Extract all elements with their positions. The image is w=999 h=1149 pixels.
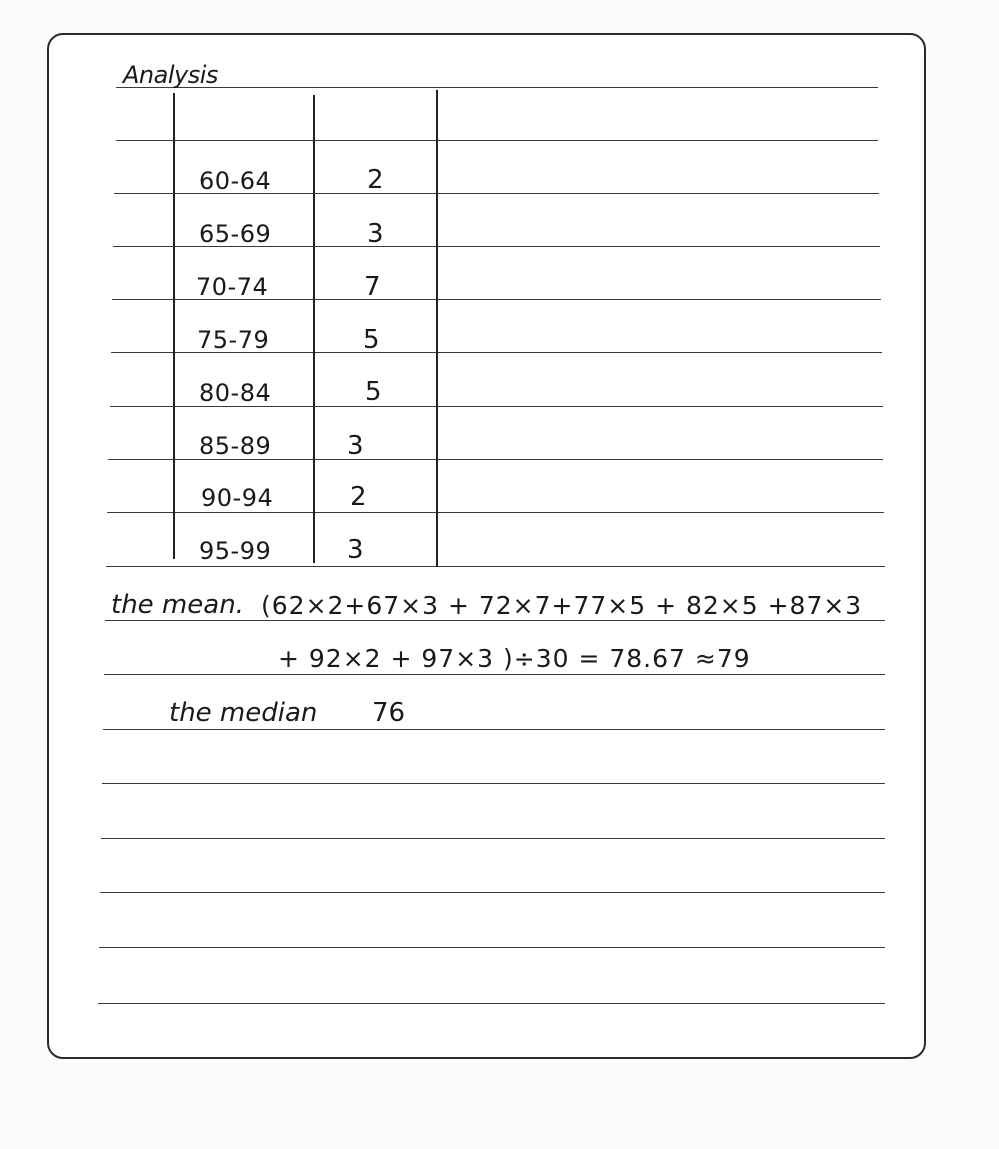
mean-formula-line-2: + 92×2 + 97×3 )÷30 = 78.67 ≈79: [278, 644, 751, 673]
ruled-line: [104, 674, 885, 675]
ruled-line: [116, 140, 878, 141]
table-column-divider: [436, 90, 438, 566]
mean-label: the mean.: [111, 590, 244, 620]
table-cell-interval: 90-94: [201, 484, 274, 512]
ruled-line: [116, 87, 878, 88]
table-cell-frequency: 7: [364, 272, 381, 302]
mean-formula-line-1: (62×2+67×3 + 72×7+77×5 + 82×5 +87×3: [261, 591, 863, 620]
ruled-line: [99, 947, 885, 948]
table-cell-interval: 85-89: [199, 432, 272, 460]
table-column-divider: [313, 95, 315, 563]
ruled-line: [105, 620, 885, 621]
page-heading: Analysis: [123, 61, 218, 89]
ruled-line: [106, 566, 885, 567]
ruled-line: [98, 1003, 885, 1004]
table-cell-frequency: 3: [347, 535, 364, 565]
table-cell-frequency: 5: [365, 377, 382, 407]
ruled-line: [107, 512, 884, 513]
table-cell-interval: 75-79: [197, 326, 270, 354]
table-cell-interval: 65-69: [199, 220, 272, 248]
paper-sheet: [47, 33, 926, 1059]
ruled-line: [101, 838, 885, 839]
median-label: the median: [169, 698, 318, 728]
table-cell-interval: 80-84: [199, 379, 272, 407]
table-cell-frequency: 3: [347, 431, 364, 461]
table-cell-frequency: 5: [363, 325, 380, 355]
ruled-line: [102, 783, 885, 784]
table-column-divider: [173, 93, 175, 559]
ruled-line: [103, 729, 885, 730]
table-cell-interval: 70-74: [196, 273, 269, 301]
table-cell-interval: 95-99: [199, 537, 272, 565]
ruled-line: [100, 892, 885, 893]
table-cell-frequency: 3: [367, 219, 384, 249]
table-cell-frequency: 2: [367, 165, 384, 195]
median-value: 76: [372, 698, 406, 728]
table-cell-frequency: 2: [350, 482, 367, 512]
table-cell-interval: 60-64: [199, 167, 272, 195]
